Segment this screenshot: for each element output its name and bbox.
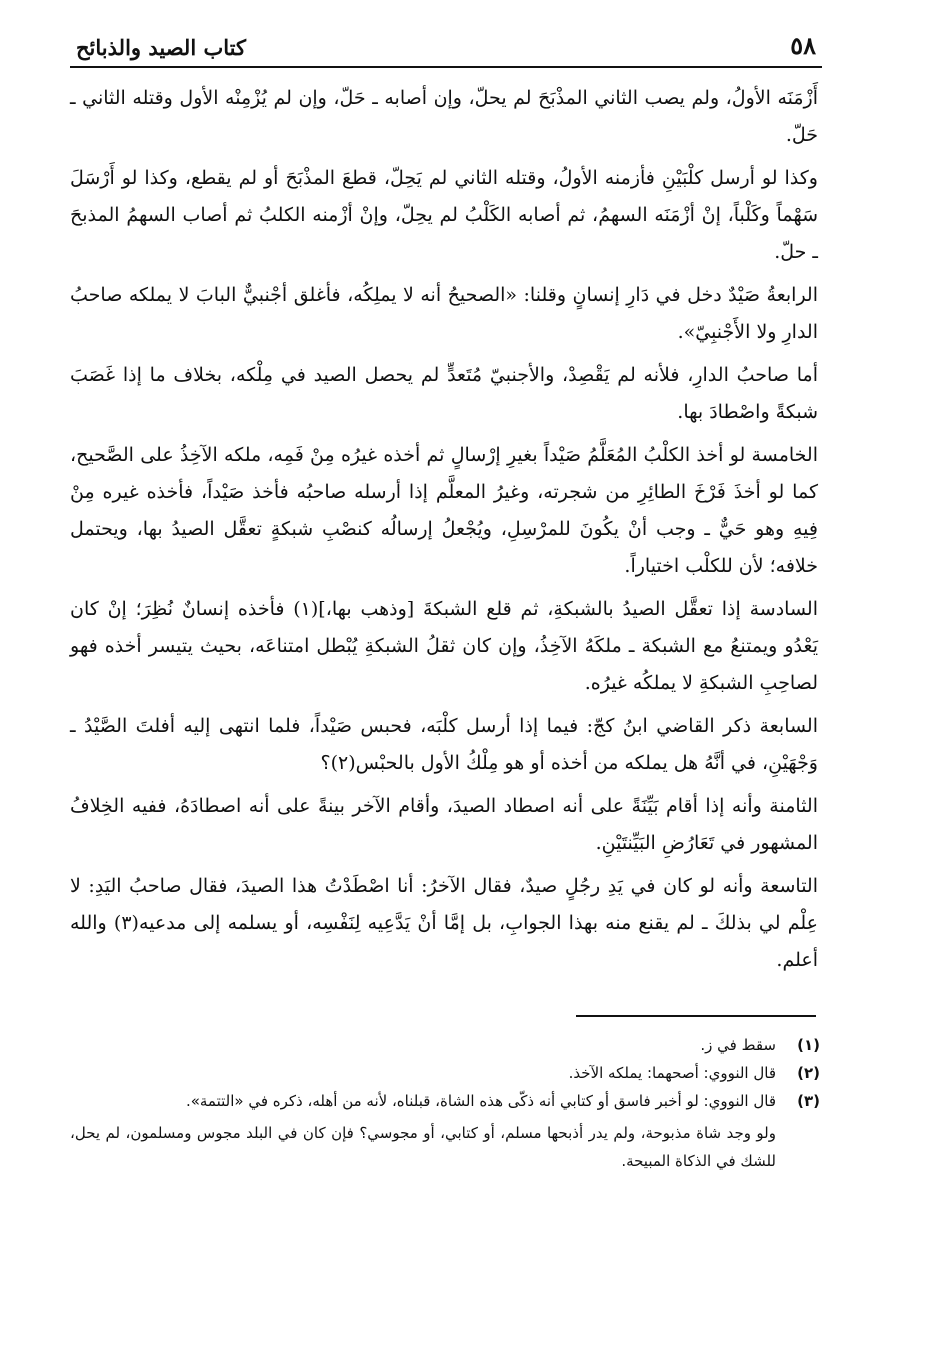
footnote-number: (٢): [797, 1064, 820, 1082]
book-page: [70, 28, 822, 1175]
paragraph: أَزْمَنَه الأولُ، ولم يصب الثاني المذْبَحَ لم يحلّ، وإن أصابه ـ حَلّ، وإن لم يُزْمِنْه الأول وقتله الثاني ـ حَلّ.: [70, 87, 818, 146]
footnotes: [70, 1031, 822, 1175]
paragraph: وكذا لو أرسل كلْبَيْنِ فأزمنه الأولُ، وقتله الثاني لم يَحِلّ، قطعَ المذْبَحَ أو لم يقطع، وكذا لو أَرْسَلَ سَهْماً وكَلْباً، إنْ أزْمَنَه السهمُ، ثم أصابه الكَلْبُ لم يحِلّ، وإنْ أزْمنه الكلبُ ثم أصاب السهمُ المذبحَ ـ حلّ.: [70, 167, 818, 263]
paragraph: الثامنة وأنه إذا أقام بَيِّنَةً على أنه اصطاد الصيدَ، وأقام الآخر بينةً على أنه اصطادَهُ، ففيه الخِلافُ المشهور في تَعَارُضِ البَيِّنتَيْنِ.: [70, 795, 818, 854]
footnote: [70, 1059, 820, 1087]
paragraph: الخامسة لو أخذ الكلْبُ المُعَلَّمُ صَيْداً بغيرِ إرْسالٍ ثم أخذه غيرُه مِنْ فَمِه، ملكه الآخِذُ على الصَّحيح، كما لو أخذَ فَرْخَ الطائِرِ من شجرته، وغيرُ المعلَّم إذا أرسله صاحبُه فأخذ صَيْداً، فأخذه غيره مِنْ فِيهِ وهو حَيٌّ ـ وجب أنْ يكُونَ للمرْسِلِ، ويُجْعلُ إرسالُه كنصْبِ شبكةٍ تعقَّل الصيدُ بها، ويحتمل خلافه؛ لأن للكلْب اختياراً.: [70, 444, 818, 577]
paragraph: السادسة إذا تعقَّل الصيدُ بالشبكةِ، ثم قلع الشبكةَ [وذهب بها،](١) فأخذه إنسانٌ نُظِرَ؛ إنْ كان يَعْدُو ويمتنعُ مع الشبكة ـ ملكَهُ الآخِذُ، وإن كان ثقلُ الشبكةِ يُبْطل امتناعَه، بحيث يتيسر أخذه فهو لصاحِبِ الشبكةِ لا يملكُه غيرُه.: [70, 598, 818, 694]
footnote-text: قال النووي: أصحهما: يملكه الآخذ.: [568, 1064, 776, 1082]
footnote: [70, 1087, 820, 1115]
footnote-separator: [576, 1015, 816, 1017]
footnote-text: قال النووي: لو أخبر فاسق أو كتابي أنه ذكّى هذه الشاة، قبلناه، لأنه من أهله، ذكره في «التتمة».: [185, 1092, 776, 1110]
footnote-number: (١): [797, 1036, 820, 1054]
paragraph: التاسعة وأنه لو كان في يَدِ رجُلٍ صيدٌ، فقال الآخرُ: أنا اصْطَدْتُ هذا الصيدَ، فقال صاحبُ اليَدِ: لا عِلْم لي بذلكَ ـ لم يقنع منه بهذا الجوابِ، بل إمَّا أنْ يَدَّعِيه لِنَفْسِه، أو يسلمه إلى مدعيه(٣) والله أعلم.: [70, 875, 819, 971]
footnote: [70, 1031, 820, 1059]
footnote-text: سقط في ز.: [700, 1036, 776, 1054]
page-header: [70, 28, 822, 68]
main-text: [70, 80, 822, 979]
footnote-continuation: ولو وجد شاة مذبوحة، ولم يدر أذبحها مسلم، أو كتابي، أو مجوسي؟ فإن كان في البلد مجوس ومسلمون، لم يحل، للشك في الذكاة المبيحة.: [70, 1124, 776, 1170]
running-title: كتاب الصيد والذبائح: [76, 35, 246, 60]
paragraph: أما صاحبُ الدارِ، فلأنه لم يَقْصِدْ، والأجنبيّ مُتَعدٍّ لم يحصل الصيد في مِلْكه، بخلاف ما إذا غَصَبَ شبكةً واصْطادَ بها.: [70, 364, 818, 423]
page-number: ٥٨: [790, 31, 816, 60]
footnote-number: (٣): [797, 1092, 820, 1110]
paragraph: الرابعةُ صَيْدٌ دخل في دَارِ إنسانٍ وقلنا: «الصحيحُ أنه لا يملِكُه، فأغلق أجْنبيٌّ البابَ لا يملكه صاحبُ الدارِ ولا الأَجْنبِيّ».: [70, 284, 818, 343]
paragraph: السابعة ذكر القاضي ابنُ كجّ: فيما إذا أرسل كلْبَه، فحبس صَيْداً، فلما انتهى إليه أفلتَ الصَّيْدُ ـ وَجْهَيْنِ، في أنَّهُ هل يملكه من أخذه أو هو مِلْكُ الأول بالحبْس(٢)؟: [70, 715, 818, 774]
